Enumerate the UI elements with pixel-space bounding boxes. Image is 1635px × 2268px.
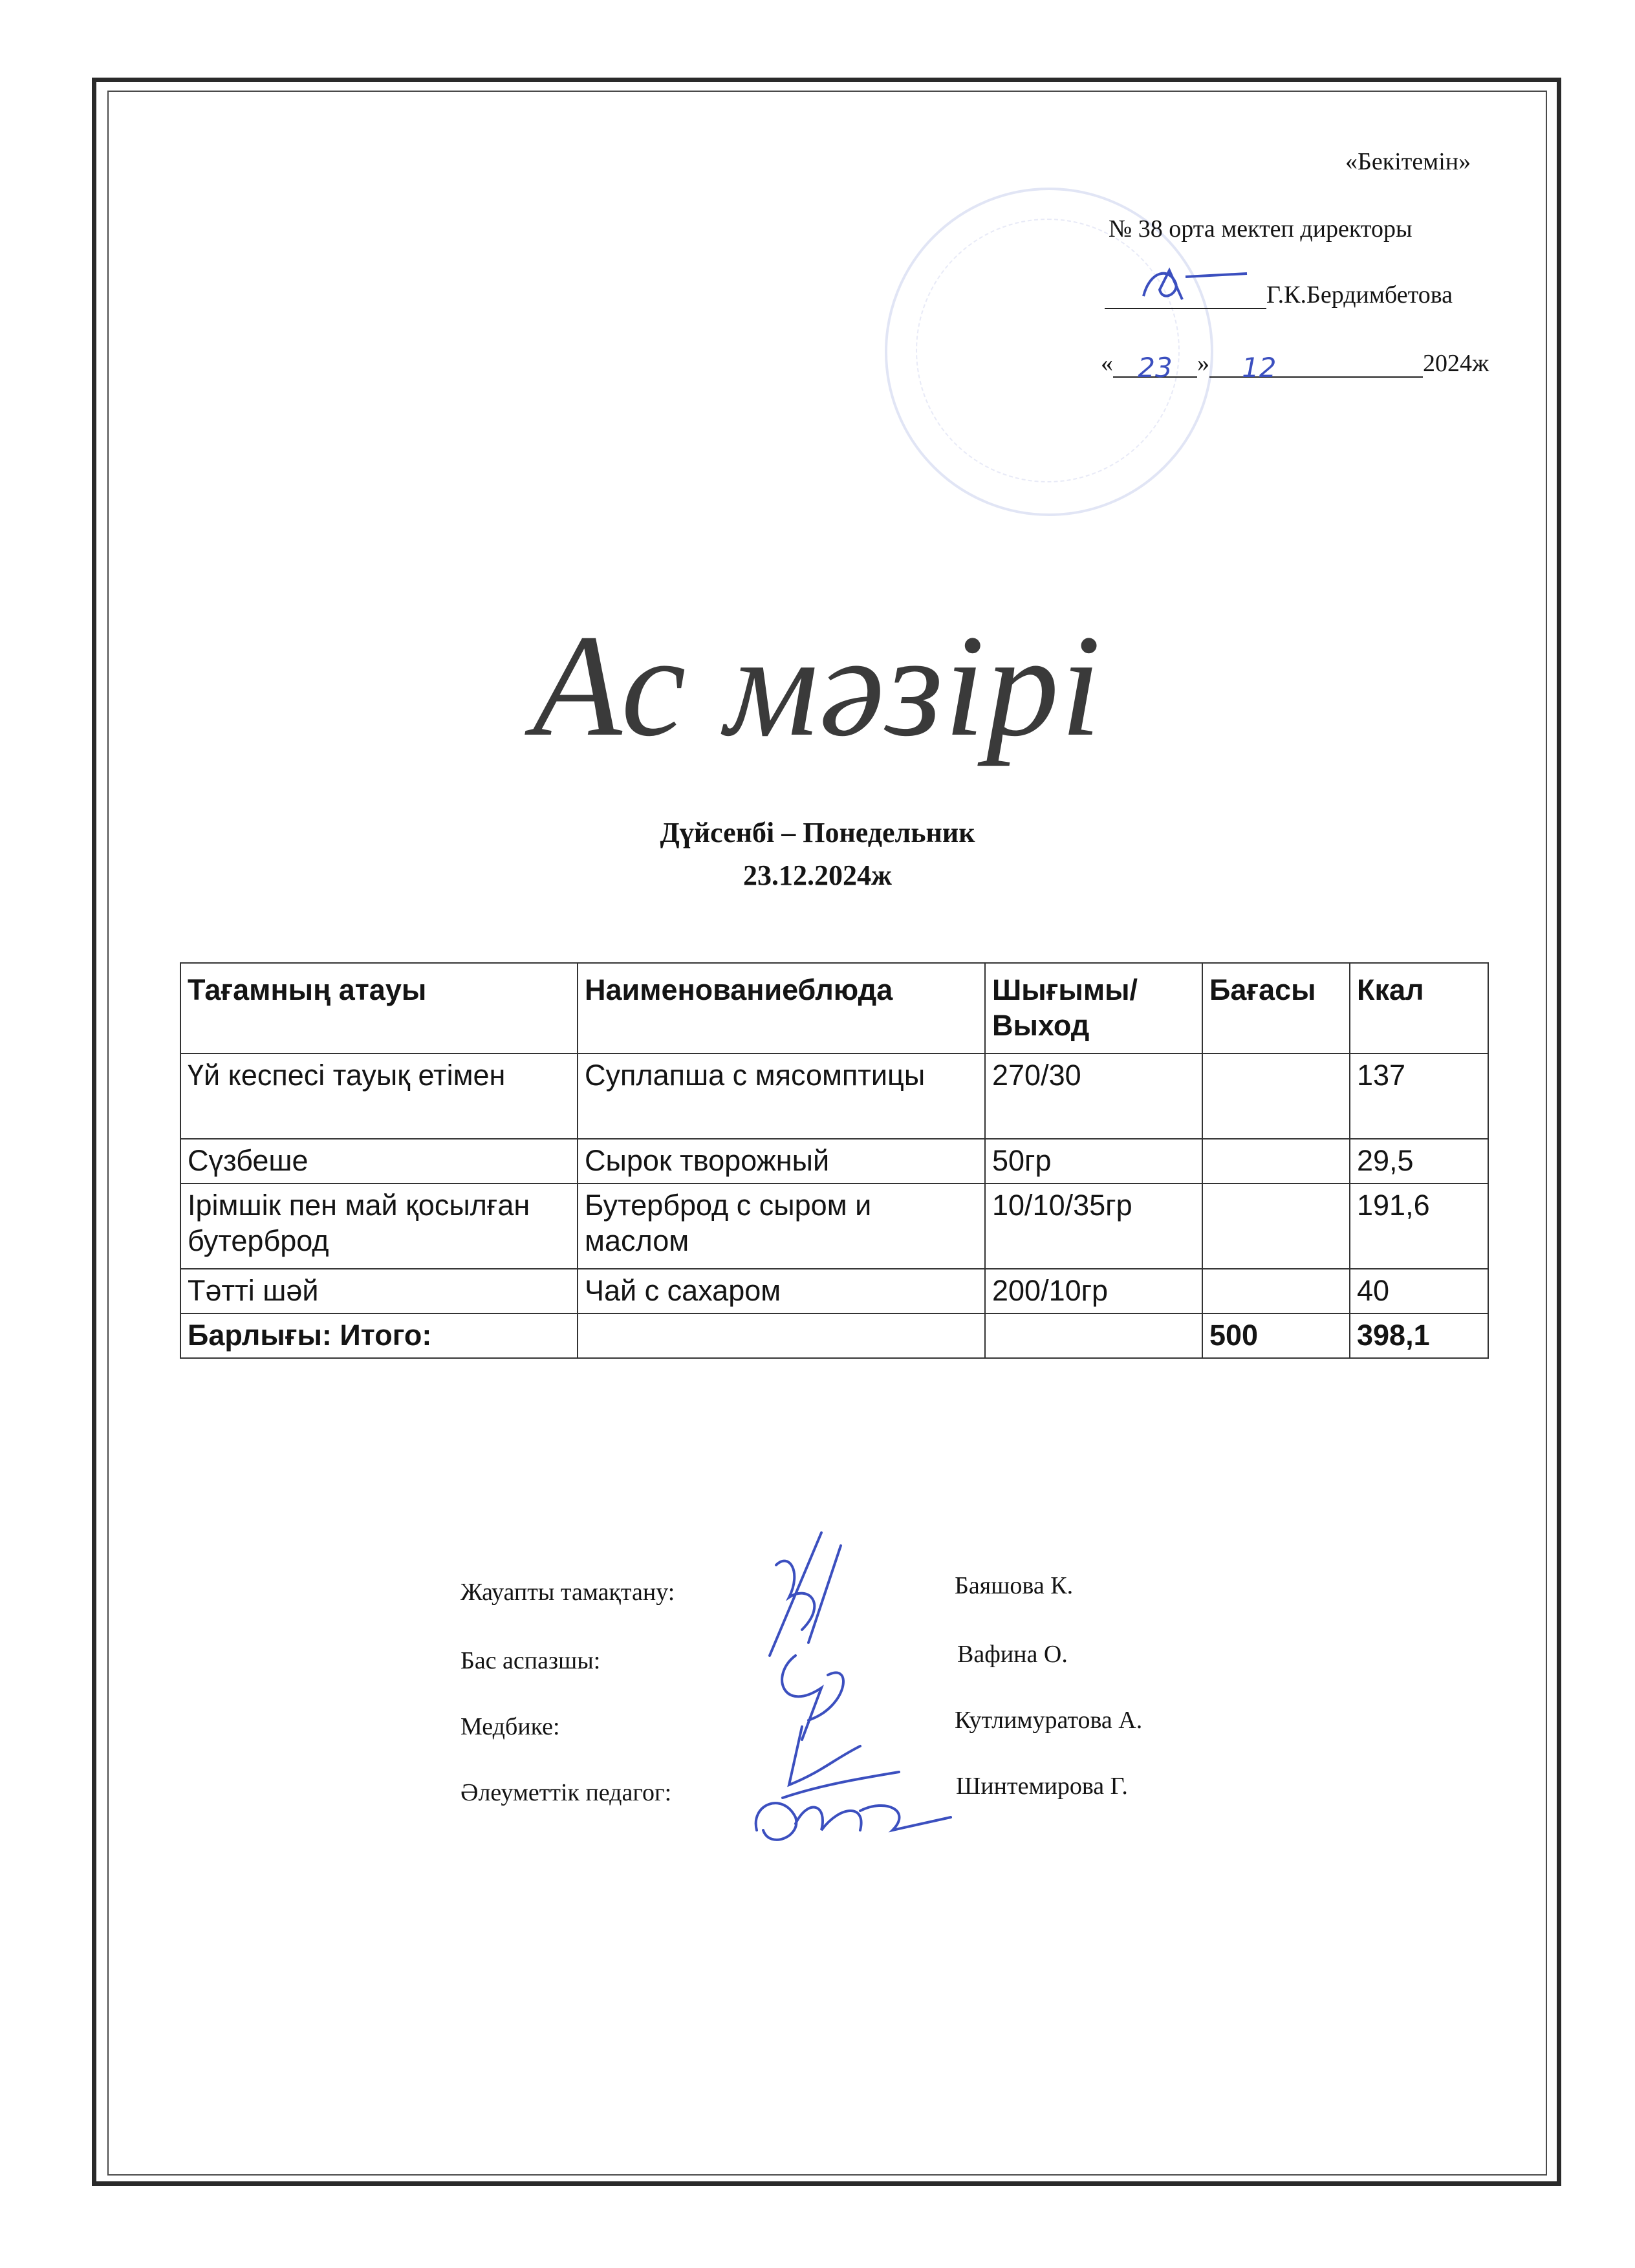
- handwritten-signatures: [731, 1526, 964, 1863]
- column-header: Тағамның атауы: [180, 963, 578, 1053]
- signer-name: Кутлимуратова А.: [955, 1707, 1143, 1734]
- table-cell: 50гр: [985, 1139, 1202, 1183]
- signer-name: Вафина О.: [957, 1641, 1068, 1668]
- signer-role: Бас аспазшы:: [460, 1647, 601, 1674]
- table-cell: Тәтті шәй: [180, 1269, 578, 1313]
- menu-table: [180, 962, 1489, 1359]
- column-header: Шығымы/ Выход: [985, 963, 1202, 1053]
- table-cell: [1202, 1139, 1350, 1183]
- table-header-row: [180, 963, 1488, 1053]
- table-row: [180, 1269, 1488, 1313]
- signer-role: Жауапты тамақтану:: [460, 1579, 675, 1606]
- table-cell: Сырок творожный: [578, 1139, 985, 1183]
- table-total-row: [180, 1313, 1488, 1358]
- table-cell: Бутерброд с сыром и маслом: [578, 1183, 985, 1269]
- signature-stroke: [782, 1656, 843, 1740]
- date-month: 12: [1242, 352, 1277, 383]
- signature-stroke: [756, 1803, 951, 1840]
- approval-signature-line: [1105, 281, 1453, 309]
- column-header: Ккал: [1350, 963, 1488, 1053]
- director-signature: [1131, 264, 1292, 309]
- signer-role: Медбике:: [460, 1713, 560, 1740]
- signer-name: Шинтемирова Г.: [956, 1773, 1128, 1800]
- approval-date: [1101, 349, 1489, 383]
- table-cell: 191,6: [1350, 1183, 1488, 1269]
- weekday: Дүйсенбі – Понедельник: [660, 817, 975, 848]
- table-cell: [985, 1313, 1202, 1358]
- date-close-quote: »: [1197, 350, 1209, 377]
- table-cell: 200/10гр: [985, 1269, 1202, 1313]
- column-header: Бағасы: [1202, 963, 1350, 1053]
- approval-name: Г.К.Бердимбетова: [1266, 281, 1453, 308]
- table-cell: Суплапша с мясомптицы: [578, 1053, 985, 1139]
- table-cell: [1202, 1183, 1350, 1269]
- total-label: Барлығы: Итого:: [180, 1313, 578, 1358]
- date-year: 2024ж: [1423, 350, 1489, 377]
- column-header: Наименованиеблюда: [578, 963, 985, 1053]
- approval-title: «Бекітемін»: [1345, 148, 1471, 175]
- signer-role: Әлеуметтік педагог:: [460, 1779, 672, 1806]
- date-open-quote: «: [1101, 350, 1113, 377]
- table-cell: 137: [1350, 1053, 1488, 1139]
- approval-director: № 38 орта мектеп директоры: [1109, 215, 1413, 243]
- director-signature-blank: [1105, 283, 1266, 309]
- table-row: [180, 1139, 1488, 1183]
- table-cell: 40: [1350, 1269, 1488, 1313]
- date-day: 23: [1138, 352, 1173, 383]
- table-cell: 10/10/35гр: [985, 1183, 1202, 1269]
- table-cell: [578, 1313, 985, 1358]
- signer-name: Баяшова К.: [955, 1572, 1074, 1599]
- total-kcal: 398,1: [1350, 1313, 1488, 1358]
- table-cell: Сүзбеше: [180, 1139, 578, 1183]
- page-title: Ас мәзірі: [532, 605, 1103, 766]
- total-price: 500: [1202, 1313, 1350, 1358]
- table-cell: 29,5: [1350, 1139, 1488, 1183]
- signature-stroke: [783, 1727, 899, 1798]
- table-cell: Чай с сахаром: [578, 1269, 985, 1313]
- table-row: [180, 1183, 1488, 1269]
- signature-stroke: [770, 1533, 841, 1656]
- menu-date: 23.12.2024ж: [743, 859, 892, 891]
- table-cell: Үй кеспесі тауық етімен: [180, 1053, 578, 1139]
- table-row: [180, 1053, 1488, 1139]
- table-cell: [1202, 1053, 1350, 1139]
- table-cell: [1202, 1269, 1350, 1313]
- table-cell: Ірімшік пен май қосылған бутерброд: [180, 1183, 578, 1269]
- table-cell: 270/30: [985, 1053, 1202, 1139]
